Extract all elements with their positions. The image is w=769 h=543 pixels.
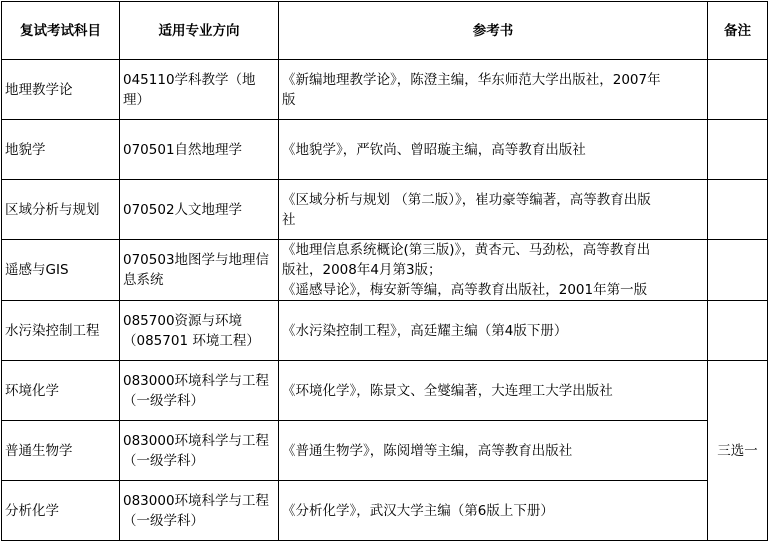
books-line: 《新编地理教学论》，陈澄主编，华东师范大学出版社，2007年 bbox=[282, 71, 661, 88]
books-cell bbox=[279, 361, 708, 421]
subject-cell: 水污染控制工程 bbox=[2, 301, 120, 361]
header-row bbox=[2, 2, 768, 60]
header-note: 备注 bbox=[708, 2, 768, 60]
major-cell bbox=[120, 421, 279, 481]
table-row bbox=[2, 361, 768, 421]
note-cell-merged: 三选一 bbox=[708, 361, 768, 541]
table-row bbox=[2, 481, 768, 541]
major-line: 083000环境科学与工程 bbox=[123, 372, 270, 389]
major-line: 085700资源与环境 bbox=[123, 312, 243, 329]
table-row bbox=[2, 301, 768, 361]
major-line: 045110学科教学（地 bbox=[123, 71, 256, 88]
table-row bbox=[2, 120, 768, 180]
major-line: 070501自然地理学 bbox=[123, 141, 243, 158]
books-cell bbox=[279, 180, 708, 240]
table-row bbox=[2, 240, 768, 301]
major-line: 理） bbox=[123, 91, 150, 108]
table-row bbox=[2, 421, 768, 481]
major-line: 070502人文地理学 bbox=[123, 201, 243, 218]
major-cell bbox=[120, 120, 279, 180]
major-line: （一级学科） bbox=[123, 452, 204, 469]
header-major: 适用专业方向 bbox=[120, 2, 279, 60]
header-books: 参考书 bbox=[279, 2, 708, 60]
books-line: 《普通生物学》，陈阅增等主编，高等教育出版社 bbox=[282, 442, 573, 459]
subject-cell: 环境化学 bbox=[2, 361, 120, 421]
books-cell bbox=[279, 60, 708, 120]
major-line: 083000环境科学与工程 bbox=[123, 432, 270, 449]
books-line: 《区域分析与规划 （第二版）》，崔功豪等编著，高等教育出版 bbox=[282, 191, 651, 208]
subject-cell: 分析化学 bbox=[2, 481, 120, 541]
books-line: 《地理信息系统概论(第三版)》，黄杏元、马劲松，高等教育出 bbox=[282, 242, 651, 258]
major-line: 070503地图学与地理信 bbox=[123, 252, 270, 268]
major-line: （一级学科） bbox=[123, 392, 204, 409]
subject-cell: 地貌学 bbox=[2, 120, 120, 180]
note-cell bbox=[708, 240, 768, 301]
books-cell bbox=[279, 481, 708, 541]
major-cell bbox=[120, 301, 279, 361]
books-line: 《环境化学》，陈景文、全燮编著，大连理工大学出版社 bbox=[282, 382, 613, 399]
subject-cell: 遥感与GIS bbox=[2, 240, 120, 301]
subject-cell: 区域分析与规划 bbox=[2, 180, 120, 240]
table-row bbox=[2, 180, 768, 240]
books-line: 社 bbox=[282, 211, 296, 228]
books-cell bbox=[279, 120, 708, 180]
table-row bbox=[2, 60, 768, 120]
major-line: 083000环境科学与工程 bbox=[123, 492, 270, 509]
header-subject: 复试考试科目 bbox=[2, 2, 120, 60]
books-line: 《地貌学》，严钦尚、曾昭璇主编，高等教育出版社 bbox=[282, 141, 586, 158]
books-cell bbox=[279, 421, 708, 481]
major-cell bbox=[120, 481, 279, 541]
books-line: 《遥感导论》，梅安新等编，高等教育出版社，2001年第一版 bbox=[282, 282, 648, 298]
major-line: （085701 环境工程） bbox=[123, 332, 260, 349]
subject-cell: 普通生物学 bbox=[2, 421, 120, 481]
major-cell bbox=[120, 180, 279, 240]
major-line: 息系统 bbox=[123, 272, 164, 288]
note-cell bbox=[708, 180, 768, 240]
subject-cell: 地理教学论 bbox=[2, 60, 120, 120]
note-cell bbox=[708, 60, 768, 120]
books-cell bbox=[279, 240, 708, 301]
major-cell bbox=[120, 361, 279, 421]
note-cell bbox=[708, 301, 768, 361]
reference-book-table bbox=[1, 1, 768, 541]
books-line: 《水污染控制工程》，高廷耀主编（第4版下册） bbox=[282, 322, 568, 339]
books-line: 版 bbox=[282, 91, 296, 108]
note-cell bbox=[708, 120, 768, 180]
books-cell bbox=[279, 301, 708, 361]
books-line: 版社，2008年4月第3版； bbox=[282, 262, 442, 278]
books-line: 《分析化学》，武汉大学主编（第6版上下册） bbox=[282, 502, 554, 519]
major-cell bbox=[120, 240, 279, 301]
major-line: （一级学科） bbox=[123, 512, 204, 529]
major-cell bbox=[120, 60, 279, 120]
